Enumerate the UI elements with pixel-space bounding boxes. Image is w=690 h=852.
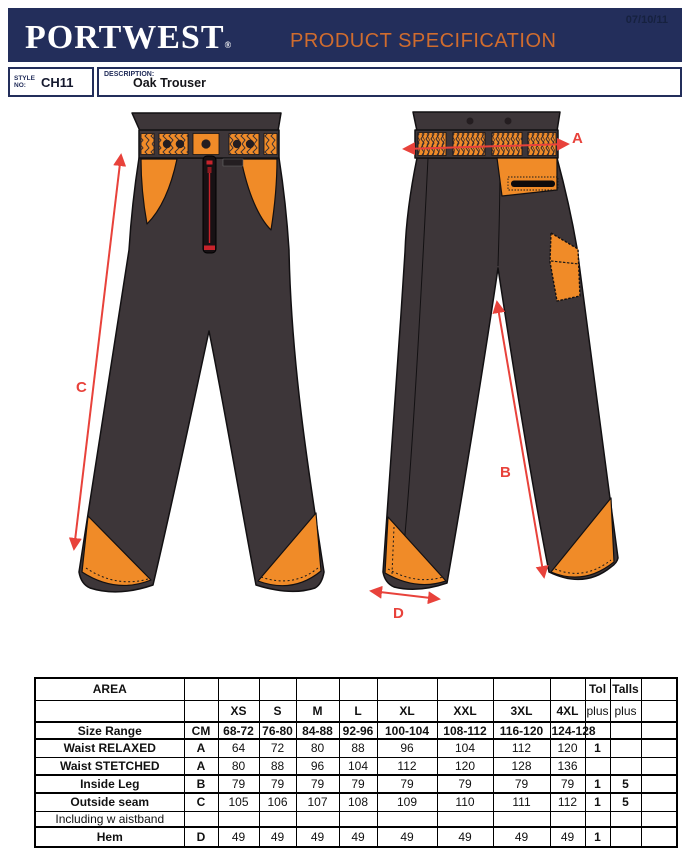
style-no-label: STYLE NO: [14,75,35,89]
value-cell [296,811,339,827]
extra-col [641,811,677,827]
value-cell: 80 [296,739,339,757]
value-cell [339,811,377,827]
value-cell: 88 [259,757,296,775]
dim-label-a: A [572,130,583,147]
dim-label-b: B [500,464,511,481]
row-letter: A [184,757,218,775]
value-cell: 64 [218,739,259,757]
value-cell: 104 [437,739,493,757]
extra-col [641,827,677,847]
brand-logo: PORTWEST® [25,19,233,56]
front-waistband [139,130,279,158]
size-col-spacer [550,678,585,700]
size-col-spacer [339,678,377,700]
dim-arrow-d [371,591,439,599]
back-body [383,158,618,589]
size-table-wrap [34,677,678,848]
size-header-xs: XS [218,700,259,722]
tol-value [585,811,610,827]
front-brand-label [223,159,243,166]
area-header: AREA [35,678,184,700]
value-cell: 79 [259,775,296,793]
talls-plus: plus [610,700,641,722]
area-header-spacer [35,700,184,722]
value-cell: 76-80 [259,722,296,739]
extra-col [641,793,677,811]
tol-value [585,757,610,775]
front-torso [132,113,281,131]
row-label: Waist STETCHED [35,757,184,775]
value-cell: 80 [218,757,259,775]
tol-value: 1 [585,775,610,793]
spec-table [34,677,678,848]
row-letter: D [184,827,218,847]
value-cell: 112 [377,757,437,775]
value-cell [550,811,585,827]
value-cell: 105 [218,793,259,811]
value-cell: 79 [550,775,585,793]
row-label: Hem [35,827,184,847]
value-cell: 108 [339,793,377,811]
size-col-spacer [493,678,550,700]
extra-col [641,757,677,775]
value-cell: 68-72 [218,722,259,739]
value-cell: 79 [493,775,550,793]
talls-value [610,739,641,757]
value-cell: 96 [296,757,339,775]
row-letter: B [184,775,218,793]
value-cell: 92-96 [339,722,377,739]
extra-col [641,700,677,722]
value-cell: 49 [339,827,377,847]
talls-value [610,722,641,739]
value-cell: 109 [377,793,437,811]
front-zip-fly [203,156,216,253]
value-cell: 49 [437,827,493,847]
back-torso [413,112,560,131]
size-col-spacer [296,678,339,700]
extra-col [641,739,677,757]
talls-value [610,811,641,827]
size-header-m: M [296,700,339,722]
value-cell: 111 [493,793,550,811]
size-header-xxl: XXL [437,700,493,722]
value-cell: 72 [259,739,296,757]
dim-label-d: D [393,605,404,622]
tol-value: 1 [585,739,610,757]
value-cell: 49 [377,827,437,847]
front-view [79,113,324,592]
value-cell [377,811,437,827]
value-cell: 108-112 [437,722,493,739]
letter-col-header [184,678,218,700]
value-cell [259,811,296,827]
value-cell: 116-120 [493,722,550,739]
talls-value [610,757,641,775]
row-label: Outside seam [35,793,184,811]
front-body [79,158,324,592]
value-cell: 107 [296,793,339,811]
value-cell: 104 [339,757,377,775]
value-cell: 120 [550,739,585,757]
back-view [383,112,618,589]
talls-value [610,827,641,847]
value-cell: 124-128 [551,723,596,738]
value-cell: 106 [259,793,296,811]
waistband-button [163,140,171,148]
size-header-xl: XL [377,700,437,722]
value-cell: 110 [437,793,493,811]
size-col-spacer [259,678,296,700]
description-value: Oak Trouser [133,76,206,90]
value-cell: 84-88 [296,722,339,739]
value-cell: 79 [218,775,259,793]
tol-value: 1 [585,793,610,811]
row-letter [184,811,218,827]
talls-value: 5 [610,775,641,793]
value-cell: 79 [339,775,377,793]
row-letter: A [184,739,218,757]
value-cell: 112 [493,739,550,757]
value-cell: 79 [437,775,493,793]
waistband-button [233,140,241,148]
value-cell: 49 [550,827,585,847]
value-cell: 79 [377,775,437,793]
row-label: Including w aistband [35,811,184,827]
date-stamp: 07/10/11 [625,14,668,26]
size-col-spacer [218,678,259,700]
waistband-button [201,139,210,148]
row-label: Inside Leg [35,775,184,793]
page-title: PRODUCT SPECIFICATION [290,30,557,52]
dim-label-c: C [76,379,87,396]
value-cell: 49 [493,827,550,847]
value-cell: 49 [259,827,296,847]
value-cell: 100-104 [377,722,437,739]
row-label: Size Range [35,722,184,739]
size-col-spacer [437,678,493,700]
row-letter: C [184,793,218,811]
letter-col-spacer [184,700,218,722]
value-cell: 120 [437,757,493,775]
value-cell: 79 [296,775,339,793]
talls-header: Talls [610,678,641,700]
value-cell [218,811,259,827]
size-header-s: S [259,700,296,722]
value-cell: 49 [218,827,259,847]
value-cell: 88 [339,739,377,757]
value-cell: 49 [296,827,339,847]
registered-mark: ® [224,40,233,50]
waistband-button [246,140,254,148]
extra-col [641,722,677,739]
value-cell [493,811,550,827]
talls-value: 5 [610,793,641,811]
value-cell: 128 [493,757,550,775]
style-no-value: CH11 [40,74,74,90]
back-button [505,118,512,125]
size-header-4xl: 4XL [550,700,585,722]
value-cell [437,811,493,827]
tol-plus: plus [585,700,610,722]
row-label: Waist RELAXED [35,739,184,757]
size-header-l: L [339,700,377,722]
value-cell: 112 [550,793,585,811]
row-letter: CM [184,722,218,739]
extra-col [641,678,677,700]
value-cell: 136 [550,757,585,775]
back-button [467,118,474,125]
waistband-button [176,140,184,148]
description-label: DESCRIPTION: [104,71,155,78]
size-header-3xl: 3XL [493,700,550,722]
tol-value: 1 [585,827,610,847]
extra-col [641,775,677,793]
tol-header: Tol [585,678,610,700]
value-cell: 96 [377,739,437,757]
size-col-spacer [377,678,437,700]
